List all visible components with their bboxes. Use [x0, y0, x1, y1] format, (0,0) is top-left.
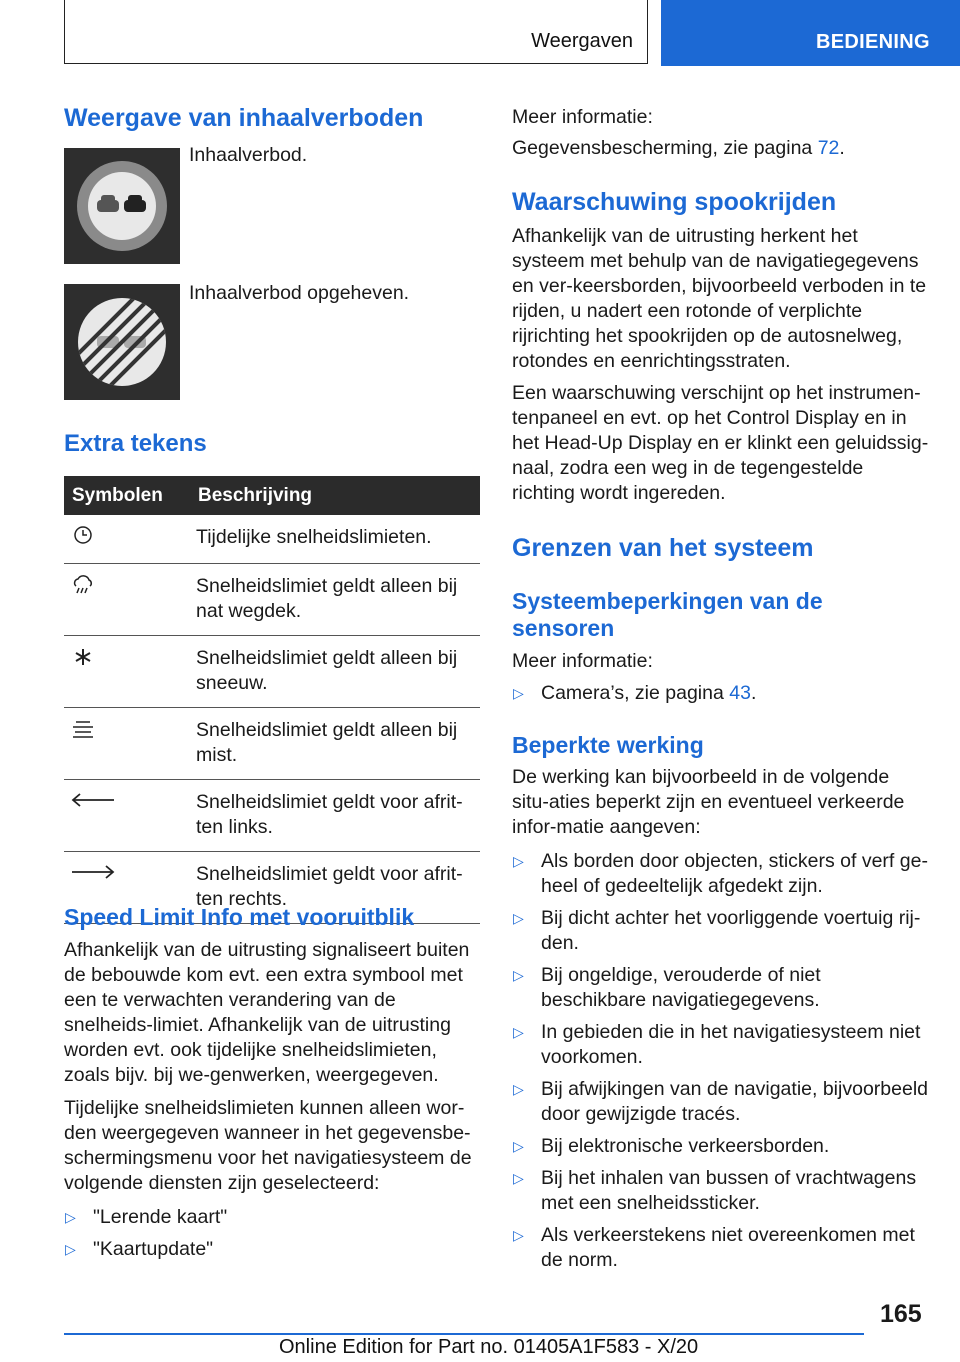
heading-speed-limit-info: Speed Limit Info met vooruitblik	[64, 904, 415, 930]
sign1-caption: Inhaalverbod.	[189, 144, 308, 166]
paragraph-speed-limit-1: Afhankelijk van de uitrusting signaliseert buiten de bebouwde kom evt. een extra symbool met een te verwachten verandering van de snelheids-limiet. Afhankelijk van de uitrusting worden evt. ook tijdelijke snelheidslimieten, zoals bijv. bij we-genwerken, weergegeven.	[64, 939, 470, 1086]
row-description: Snelheidslimiet geldt voor afrit-ten rechts.	[194, 852, 480, 924]
more-info-label-2: Meer informatie:	[512, 650, 653, 672]
header-chapter-label: BEDIENING	[816, 31, 930, 53]
triangle-bullet-icon: ▷	[513, 1081, 524, 1097]
list-item: ▷ Bij elektronische verkeersborden.	[513, 1135, 830, 1157]
fog-icon	[70, 723, 96, 745]
snowflake-icon	[70, 651, 96, 673]
heading-limited-function: Beperkte werking	[512, 732, 704, 758]
footer-edition: Online Edition for Part no. 01405A1F583 - X/20	[279, 1336, 699, 1358]
heading-overtaking-display: Weergave van inhaalverboden	[64, 104, 424, 132]
list-item: ▷ Als borden door objecten, stickers of verf ge-heel of gedeeltelijk afgedekt zijn.	[513, 850, 928, 897]
privacy-page-link[interactable]: 72	[817, 137, 840, 159]
header-section-title: Weergaven	[531, 30, 633, 52]
triangle-bullet-icon: ▷	[513, 910, 524, 926]
row-description: Snelheidslimiet geldt alleen bij nat wegdek.	[194, 564, 480, 636]
rain-cloud-icon	[70, 579, 96, 601]
table-row	[64, 780, 480, 852]
page-number: 165	[880, 1300, 922, 1328]
header-section-box	[64, 0, 648, 64]
paragraph-speed-limit-2: Tijdelijke snelheidslimieten kunnen alleen wor-den weergegeven wanneer in het gegevensbe-schermingsmenu voor het navigatiesysteem de volgende diensten zijn geselecteerd:	[64, 1097, 472, 1194]
end-no-overtaking-sign-image	[64, 284, 180, 400]
list-item: ▷ Bij afwijkingen van de navigatie, bijvoorbeeld door gewijzigde tracés.	[513, 1078, 928, 1125]
triangle-bullet-icon: ▷	[65, 1241, 76, 1257]
list-item: ▷ Bij het inhalen van bussen of vrachtwagens met een snelheidssticker.	[513, 1167, 917, 1214]
triangle-bullet-icon: ▷	[513, 1170, 524, 1186]
list-item: ▷ In gebieden die in het navigatiesysteem niet voorkomen.	[513, 1021, 921, 1068]
arrow-right-icon	[70, 865, 116, 887]
privacy-reference: Gegevensbescherming, zie pagina 72.	[512, 137, 845, 159]
table-header-description: Beschrijving	[194, 476, 480, 515]
more-info-label: Meer informatie:	[512, 106, 653, 128]
row-description: Tijdelijke snelheidslimieten.	[194, 515, 480, 564]
table-row	[64, 515, 480, 564]
heading-system-limits: Grenzen van het systeem	[512, 534, 814, 562]
heading-wrong-way-warning: Waarschuwing spookrijden	[512, 188, 837, 216]
header-chapter-tab[interactable]	[661, 0, 960, 66]
heading-extra-signs: Extra tekens	[64, 430, 207, 457]
paragraph-limited-function: De werking kan bijvoorbeeld in de volgende situ-aties beperkt zijn en eventueel verkeerde infor-matie aangeven:	[512, 766, 905, 838]
triangle-bullet-icon: ▷	[513, 1138, 524, 1154]
list-item: ▷ "Kaartupdate"	[65, 1238, 214, 1260]
sign2-caption: Inhaalverbod opgeheven.	[189, 282, 410, 304]
list-item: ▷ Bij dicht achter het voorliggende voertuig rij-den.	[513, 907, 921, 954]
triangle-bullet-icon: ▷	[513, 1227, 524, 1243]
triangle-bullet-icon: ▷	[65, 1209, 76, 1225]
table-row	[64, 708, 480, 780]
row-description: Snelheidslimiet geldt alleen bij sneeuw.	[194, 636, 480, 708]
triangle-bullet-icon: ▷	[513, 1024, 524, 1040]
no-overtaking-sign-image	[64, 148, 180, 264]
table-row	[64, 564, 480, 636]
triangle-bullet-icon: ▷	[513, 967, 524, 983]
arrow-left-icon	[70, 793, 116, 815]
footer-divider	[64, 1333, 864, 1335]
list-item: ▷ Als verkeerstekens niet overeenkomen met de norm.	[513, 1224, 915, 1271]
table-header-symbols: Symbolen	[64, 476, 194, 515]
row-description: Snelheidslimiet geldt alleen bij mist.	[194, 708, 480, 780]
row-description: Snelheidslimiet geldt voor afrit-ten links.	[194, 780, 480, 852]
services-list	[64, 1205, 480, 1262]
paragraph-wrong-way-2: Een waarschuwing verschijnt op het instrumen-tenpaneel en evt. op het Control Display en in het Head-Up Display en er klinkt een geluidssig-naal, zodra een weg in de tegengestelde richting wordt ingereden.	[512, 382, 929, 504]
clock-icon	[70, 528, 96, 550]
list-item: ▷ "Lerende kaart"	[65, 1206, 228, 1228]
list-item: ▷ Bij ongeldige, verouderde of niet beschikbare navigatiegegevens.	[513, 964, 821, 1011]
symbols-table	[64, 476, 480, 924]
list-item: ▷ Camera’s, zie pagina 43.	[513, 682, 757, 704]
heading-sensor-limits: Systeembeperkingen van de sensoren	[512, 588, 823, 641]
table-row	[64, 636, 480, 708]
paragraph-wrong-way-1: Afhankelijk van de uitrusting herkent het systeem met behulp van de navigatiegegevens en ver-keersborden, bijvoorbeeld verboden in te rijden, u nadert een rotonde of verplichte rijrichting het spookrijden op de autosnelweg, rotondes en eenrichtingsstraten.	[512, 225, 927, 372]
camera-page-link[interactable]: 43	[729, 682, 751, 704]
triangle-bullet-icon: ▷	[513, 853, 524, 869]
limitations-list	[512, 849, 930, 1273]
camera-ref-list	[512, 681, 930, 706]
triangle-bullet-icon: ▷	[513, 685, 524, 701]
